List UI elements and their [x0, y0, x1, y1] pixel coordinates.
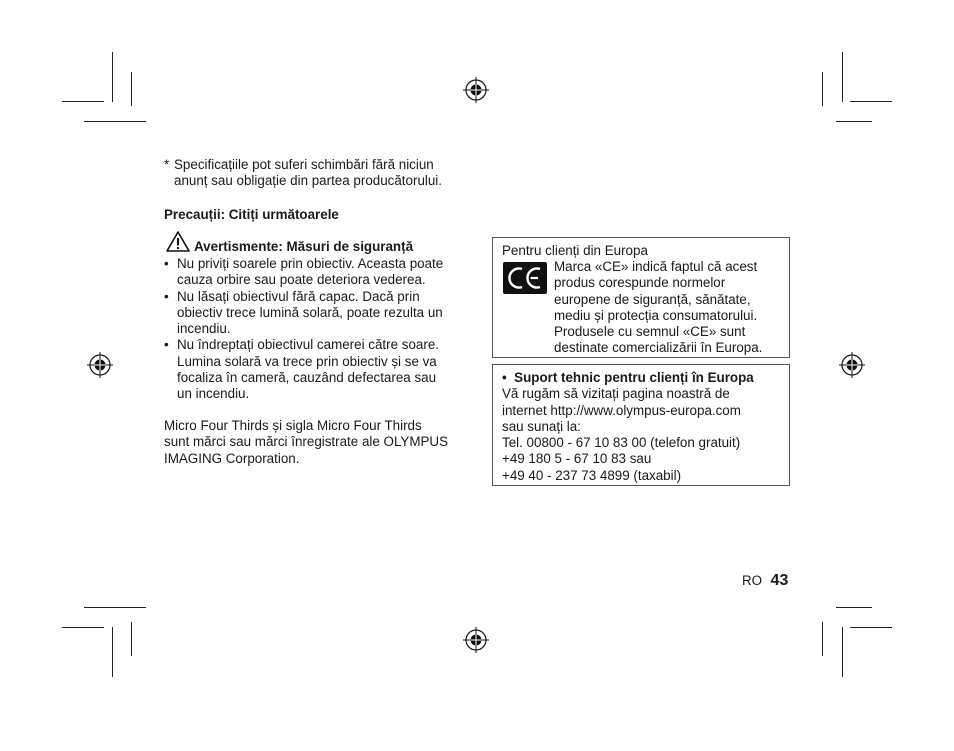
crop-mark: [84, 121, 146, 122]
spec-note: [164, 157, 442, 190]
support-line: sau sunați la:: [502, 418, 581, 434]
crop-mark: [842, 52, 843, 102]
support-line: Vă rugăm să vizitați pagina noastră de: [502, 386, 730, 402]
bullet-dot: •: [164, 256, 169, 271]
bullet-line: Nu îndreptați obiectivul camerei către soare.: [177, 337, 439, 353]
support-content: [502, 370, 754, 484]
support-heading: Suport tehnic pentru clienți în Europa: [514, 370, 754, 385]
bullet-line: Nu priviți soarele prin obiectiv. Aceasta poate: [177, 256, 444, 271]
spec-note-line: Specificațiile pot suferi schimbări fără niciun: [174, 157, 434, 172]
spec-note-row: [164, 157, 442, 190]
ce-line: destinate comercializării în Europa.: [554, 340, 763, 356]
europe-box-title: Pentru clienți din Europa: [502, 243, 648, 258]
crop-mark: [836, 607, 872, 608]
crop-mark: [822, 622, 823, 656]
support-line: internet http://www.olympus-europa.com: [502, 402, 741, 418]
crop-mark: [84, 607, 146, 608]
europe-ce-box: [492, 237, 790, 358]
crop-mark: [836, 121, 872, 122]
ce-line: europene de siguranță, sănătate,: [554, 291, 751, 307]
precautions-heading: Precauții: Citiți următoarele: [164, 207, 339, 222]
support-heading-row: [502, 370, 754, 386]
bullet-line: Nu lăsați obiectivul fără capac. Dacă prin: [177, 288, 420, 304]
bullet-line: focaliza în cameră, cauzând defectarea sau: [177, 370, 437, 386]
list-item: [164, 289, 443, 338]
trademark-line: IMAGING Corporation.: [164, 450, 300, 466]
registration-mark-icon: [839, 352, 865, 378]
ce-mark-glyph: [503, 262, 547, 294]
crop-mark: [62, 627, 104, 628]
list-item: [164, 256, 443, 289]
support-box: [492, 364, 790, 486]
ce-line: mediu și protecția consumatorului.: [554, 307, 758, 323]
crop-mark: [112, 52, 113, 102]
page-footer: [742, 572, 788, 590]
ce-line: produs corespunde normelor: [554, 275, 726, 291]
trademark-note: [164, 418, 448, 467]
bullet-dot: •: [502, 370, 507, 385]
warning-triangle-icon: [166, 231, 190, 252]
bullet-line: obiectiv trece lumină solară, poate rezulta un: [177, 304, 443, 320]
warning-heading: Avertismente: Măsuri de siguranță: [194, 239, 414, 254]
crop-mark: [850, 101, 892, 102]
bullet-dot: •: [164, 288, 169, 304]
ce-mark-icon: [503, 262, 547, 294]
spec-note-line: anunț sau obligație din partea producătorului.: [174, 173, 443, 189]
registration-mark-icon: [463, 627, 489, 653]
trademark-line: sunt mărci sau mărci înregistrate ale OLYMPUS: [164, 434, 449, 450]
crop-mark: [850, 627, 892, 628]
crop-mark: [842, 627, 843, 677]
crop-mark: [112, 627, 113, 677]
bullet-line: incendiu.: [177, 321, 231, 337]
support-line: +49 40 - 237 73 4899 (taxabil): [502, 467, 682, 483]
bullet-line: un incendiu.: [177, 386, 250, 402]
list-item: [164, 337, 443, 402]
ce-line: Produsele cu semnul «CE» sunt: [554, 324, 746, 340]
bullet-dot: •: [164, 337, 169, 353]
ce-line: Marca «CE» indică faptul că acest: [554, 259, 758, 274]
support-line: +49 180 5 - 67 10 83 sau: [502, 451, 652, 467]
registration-mark-icon: [87, 352, 113, 378]
registration-mark-icon: [463, 77, 489, 103]
trademark-line: Micro Four Thirds și sigla Micro Four Thirds: [164, 418, 422, 433]
crop-mark: [62, 101, 104, 102]
asterisk: *: [164, 157, 170, 172]
bullet-line: Lumina solară va trece prin obiectiv și se va: [177, 353, 437, 369]
page-number: 43: [770, 572, 789, 589]
crop-mark: [131, 622, 132, 656]
warning-bullets: [164, 256, 443, 403]
crop-mark: [131, 72, 132, 106]
support-line: Tel. 00800 - 67 10 83 00 (telefon gratuit): [502, 435, 741, 451]
bullet-line: cauza orbire sau poate deteriora vederea.: [177, 272, 426, 288]
crop-mark: [822, 72, 823, 106]
ce-description: [554, 259, 762, 357]
language-code: RO: [742, 573, 763, 588]
